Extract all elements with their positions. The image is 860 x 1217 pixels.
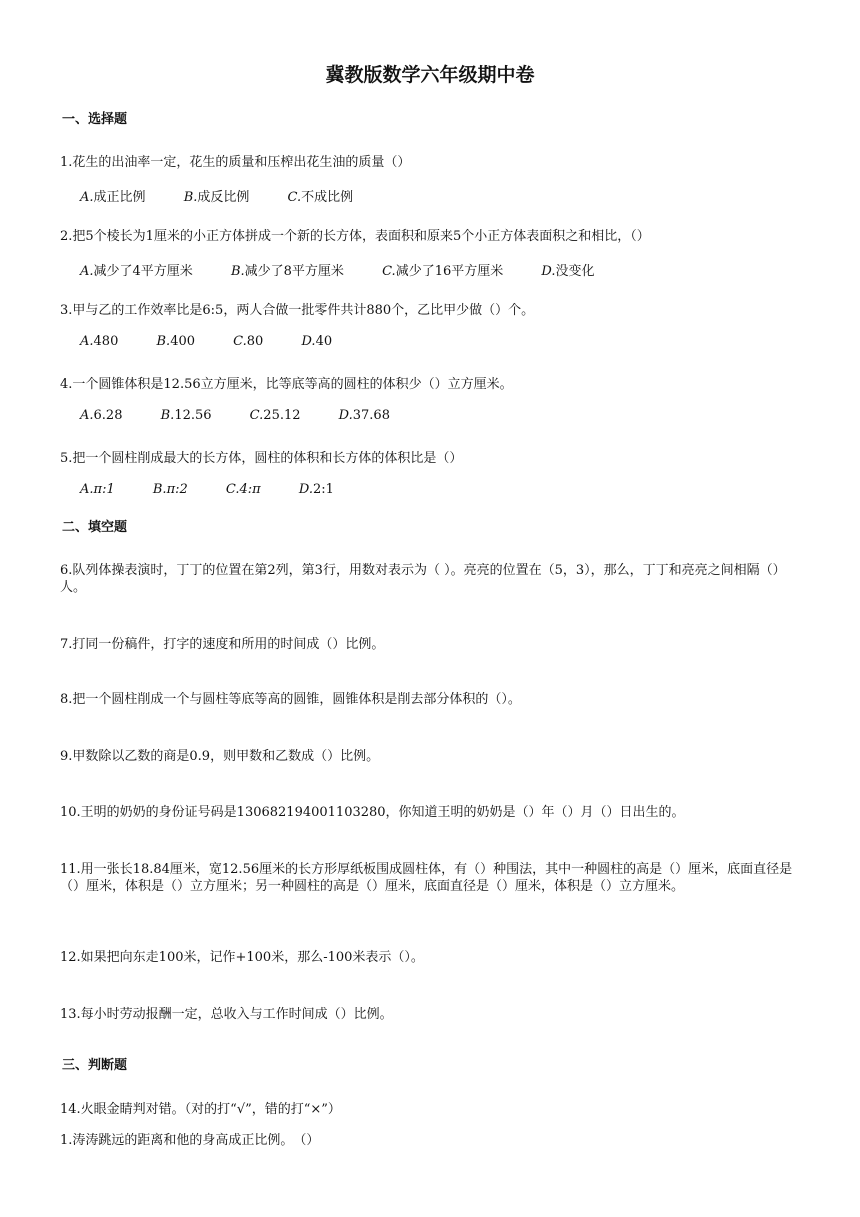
section-heading-fill: 二、填空题 <box>62 520 128 535</box>
option-d: D.2:1 <box>298 482 334 497</box>
option-c: C.不成比例 <box>287 190 354 205</box>
option-c: C.25.12 <box>249 408 301 423</box>
question-2: 2.把5个棱长为1厘米的小正方体拼成一个新的长方体，表面积和原来5个小正方体表面积之和相比，（） <box>60 229 650 244</box>
question-5: 5.把一个圆柱削成最大的长方体，圆柱的体积和长方体的体积比是（） <box>60 451 463 466</box>
question-4: 4.一个圆锥体积是12.56立方厘米，比等底等高的圆柱的体积少（）立方厘米。 <box>60 377 513 392</box>
option-a: A.π:1 <box>80 482 115 497</box>
question-9: 9.甲数除以乙数的商是0.9，则甲数和乙数成（）比例。 <box>60 749 380 764</box>
question-3-options <box>80 334 366 349</box>
option-c: C.减少了16平方厘米 <box>382 264 504 279</box>
option-a: A.减少了4平方厘米 <box>80 264 193 279</box>
option-a: A.成正比例 <box>80 190 146 205</box>
question-6: 6.队列体操表演时，丁丁的位置在第2列，第3行，用数对表示为（ ）。亮亮的位置在（5，3），那么，丁丁和亮亮之间相隔（）人。 <box>60 563 786 595</box>
option-b: B.12.56 <box>160 408 212 423</box>
question-14-item-1: 1.涛涛跳远的距离和他的身高成正比例。 （） <box>60 1133 320 1148</box>
option-b: B.π:2 <box>152 482 188 497</box>
option-d: D.没变化 <box>541 264 595 279</box>
option-d: D.40 <box>301 334 333 349</box>
question-1: 1.花生的出油率一定，花生的质量和压榨出花生油的质量（） <box>60 155 411 170</box>
option-b: B.成反比例 <box>183 190 250 205</box>
question-13: 13.每小时劳动报酬一定，总收入与工作时间成（）比例。 <box>60 1007 393 1022</box>
question-3: 3.甲与乙的工作效率比是6:5，两人合做一批零件共计880个，乙比甲少做（）个。 <box>60 303 535 318</box>
question-7: 7.打同一份稿件，打字的速度和所用的时间成（）比例。 <box>60 637 385 652</box>
option-d: D.37.68 <box>338 408 390 423</box>
question-11: 11.用一张长18.84厘米，宽12.56厘米的长方形厚纸板围成圆柱体，有（）种围法，其中一种圆柱的高是（）厘米，底面直径是（）厘米，体积是（）立方厘米；另一种圆柱的高是（）厘米，底面直径是（）厘米，体积是（）立方厘米。 <box>60 862 793 894</box>
question-10: 10.王明的奶奶的身份证号码是130682194001103280，你知道王明的奶奶是（）年（）月（）日出生的。 <box>60 805 685 820</box>
option-a: A.6.28 <box>80 408 123 423</box>
question-4-options <box>80 408 424 423</box>
option-a: A.480 <box>80 334 119 349</box>
section-heading-judge: 三、判断题 <box>62 1058 128 1073</box>
option-b: B.400 <box>156 334 196 349</box>
option-c: C.80 <box>233 334 264 349</box>
question-1-options <box>80 186 387 205</box>
question-2-options <box>80 260 628 279</box>
option-c: C.4:π <box>225 482 261 497</box>
option-b: B.减少了8平方厘米 <box>230 264 344 279</box>
question-8: 8.把一个圆柱削成一个与圆柱等底等高的圆锥，圆锥体积是削去部分体积的（）。 <box>60 692 521 707</box>
section-heading-choice: 一、选择题 <box>62 112 128 127</box>
question-5-options <box>80 482 368 497</box>
page-title: 冀教版数学六年级期中卷 <box>325 64 535 86</box>
question-12: 12.如果把向东走100米，记作+100米，那么-100米表示（）。 <box>60 950 424 965</box>
question-14: 14.火眼金睛判对错。（对的打“√”，错的打“×”） <box>60 1102 341 1117</box>
